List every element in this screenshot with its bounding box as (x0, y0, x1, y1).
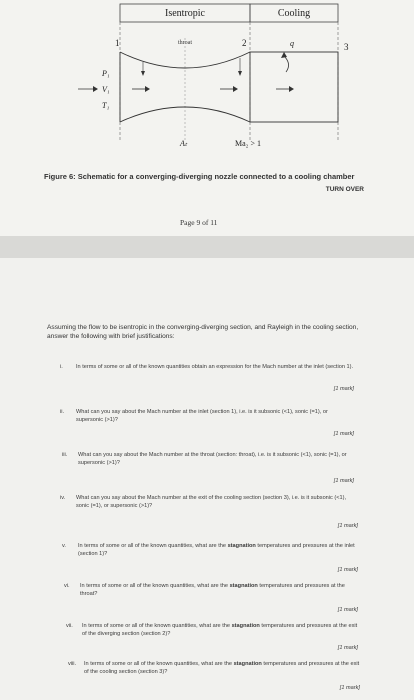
flow-arrow-2-head (233, 86, 238, 92)
question-number: i. (60, 364, 63, 370)
question-text: What can you say about the Mach number at the exit of the cooling section (section 3), i.e. is it subsonic (<1), sonic (=1), or supersonic (>1)? (76, 495, 347, 509)
question-text (80, 582, 358, 598)
question-text-pre: In terms of some or all of the known quantities, what are the (80, 583, 230, 589)
figure-caption: Figure 6: Schematic for a converging-diverging nozzle connected to a cooling chamber (44, 172, 355, 181)
q-label: q (290, 39, 294, 48)
question-iv (60, 494, 358, 529)
cooling-label: Cooling (277, 8, 311, 19)
question-text-post: temperatures and pressures at the exit of the diverging section (section 2)? (82, 623, 358, 637)
turn-over-label: TURN OVER (325, 186, 364, 193)
question-number: ii. (60, 409, 65, 415)
question-number: iv. (60, 495, 66, 501)
station-2-label: 2 (242, 38, 247, 48)
question-ii (60, 408, 354, 437)
flow-arrow-1-head (145, 86, 150, 92)
question-iii (62, 451, 354, 484)
p1-label: P₁ (102, 69, 110, 78)
question-text-post: temperatures and pressures at the exit of the cooling section (section 3)? (84, 661, 360, 675)
question-text-bold: stagnation (227, 543, 256, 549)
question-text-bold: stagnation (233, 661, 262, 667)
isentropic-label: Isentropic (165, 8, 205, 19)
nozzle-diagram (70, 0, 370, 160)
question-number: v. (62, 543, 66, 549)
station-3-label: 3 (344, 42, 349, 52)
question-text (82, 622, 358, 638)
question-text: What can you say about the Mach number at the throat (section: throat), i.e. is it subsonic (<1), sonic (=1), or supersonic (>1)? (78, 452, 347, 466)
question-text: In terms of some or all of the known quantities obtain an expression for the Mach number at the inlet (section 1). (76, 364, 354, 370)
question-text-bold: stagnation (229, 583, 258, 589)
heat-arrow-head (281, 52, 287, 58)
question-mark: [1 mark] (339, 685, 360, 691)
question-mark: [1 mark] (337, 645, 358, 651)
question-vi (64, 582, 358, 613)
question-text (84, 660, 360, 676)
question-viii (68, 660, 360, 691)
question-number: vii. (66, 623, 73, 629)
ma2-label: Ma₂ > 1 (235, 139, 261, 148)
question-mark: [1 mark] (333, 478, 354, 484)
question-text (78, 542, 358, 558)
wall-arrow-left-head (141, 71, 145, 76)
page-top (0, 0, 414, 236)
inlet-arrow-head (93, 86, 98, 92)
question-number: iii. (62, 452, 68, 458)
throat-label: throat (178, 40, 192, 46)
question-mark: [1 mark] (337, 607, 358, 613)
v1-label: V₁ (102, 85, 110, 94)
question-text-pre: In terms of some or all of the known quantities, what are the (84, 661, 234, 667)
flow-arrow-3-head (289, 86, 294, 92)
page-number: Page 9 of 11 (180, 218, 218, 227)
question-text: What can you say about the Mach number at the inlet (section 1), i.e. is it subsonic (<1), sonic (=1), or supersonic (>1)? (76, 409, 328, 423)
page-gap (0, 236, 414, 258)
cooling-chamber (250, 52, 338, 122)
question-text-post: temperatures and pressures at the inlet (section 1)? (78, 543, 355, 557)
question-number: viii. (68, 661, 77, 667)
t1-label: T₁ (102, 101, 110, 110)
question-mark: [1 mark] (337, 567, 358, 573)
question-number: vi. (64, 583, 70, 589)
station-1-label: 1 (115, 38, 120, 48)
question-i (60, 363, 354, 392)
question-text-post: temperatures and pressures at the throat? (80, 583, 345, 597)
question-mark: [1 mark] (333, 431, 354, 437)
question-mark: [1 mark] (333, 386, 354, 392)
wall-arrow-right-head (238, 71, 242, 76)
question-v (62, 542, 358, 573)
question-text-pre: In terms of some or all of the known quantities, what are the (78, 543, 228, 549)
at-label: Aₜ (180, 139, 188, 148)
heat-arrow (284, 56, 289, 72)
question-text-bold: stagnation (231, 623, 260, 629)
question-text-pre: In terms of some or all of the known quantities, what are the (82, 623, 232, 629)
intro-paragraph: Assuming the flow to be isentropic in the converging-diverging section, and Rayleigh in the cooling section, answer the following with brief justifications: (47, 324, 359, 340)
question-mark: [1 mark] (337, 523, 358, 529)
question-vii (66, 622, 358, 651)
